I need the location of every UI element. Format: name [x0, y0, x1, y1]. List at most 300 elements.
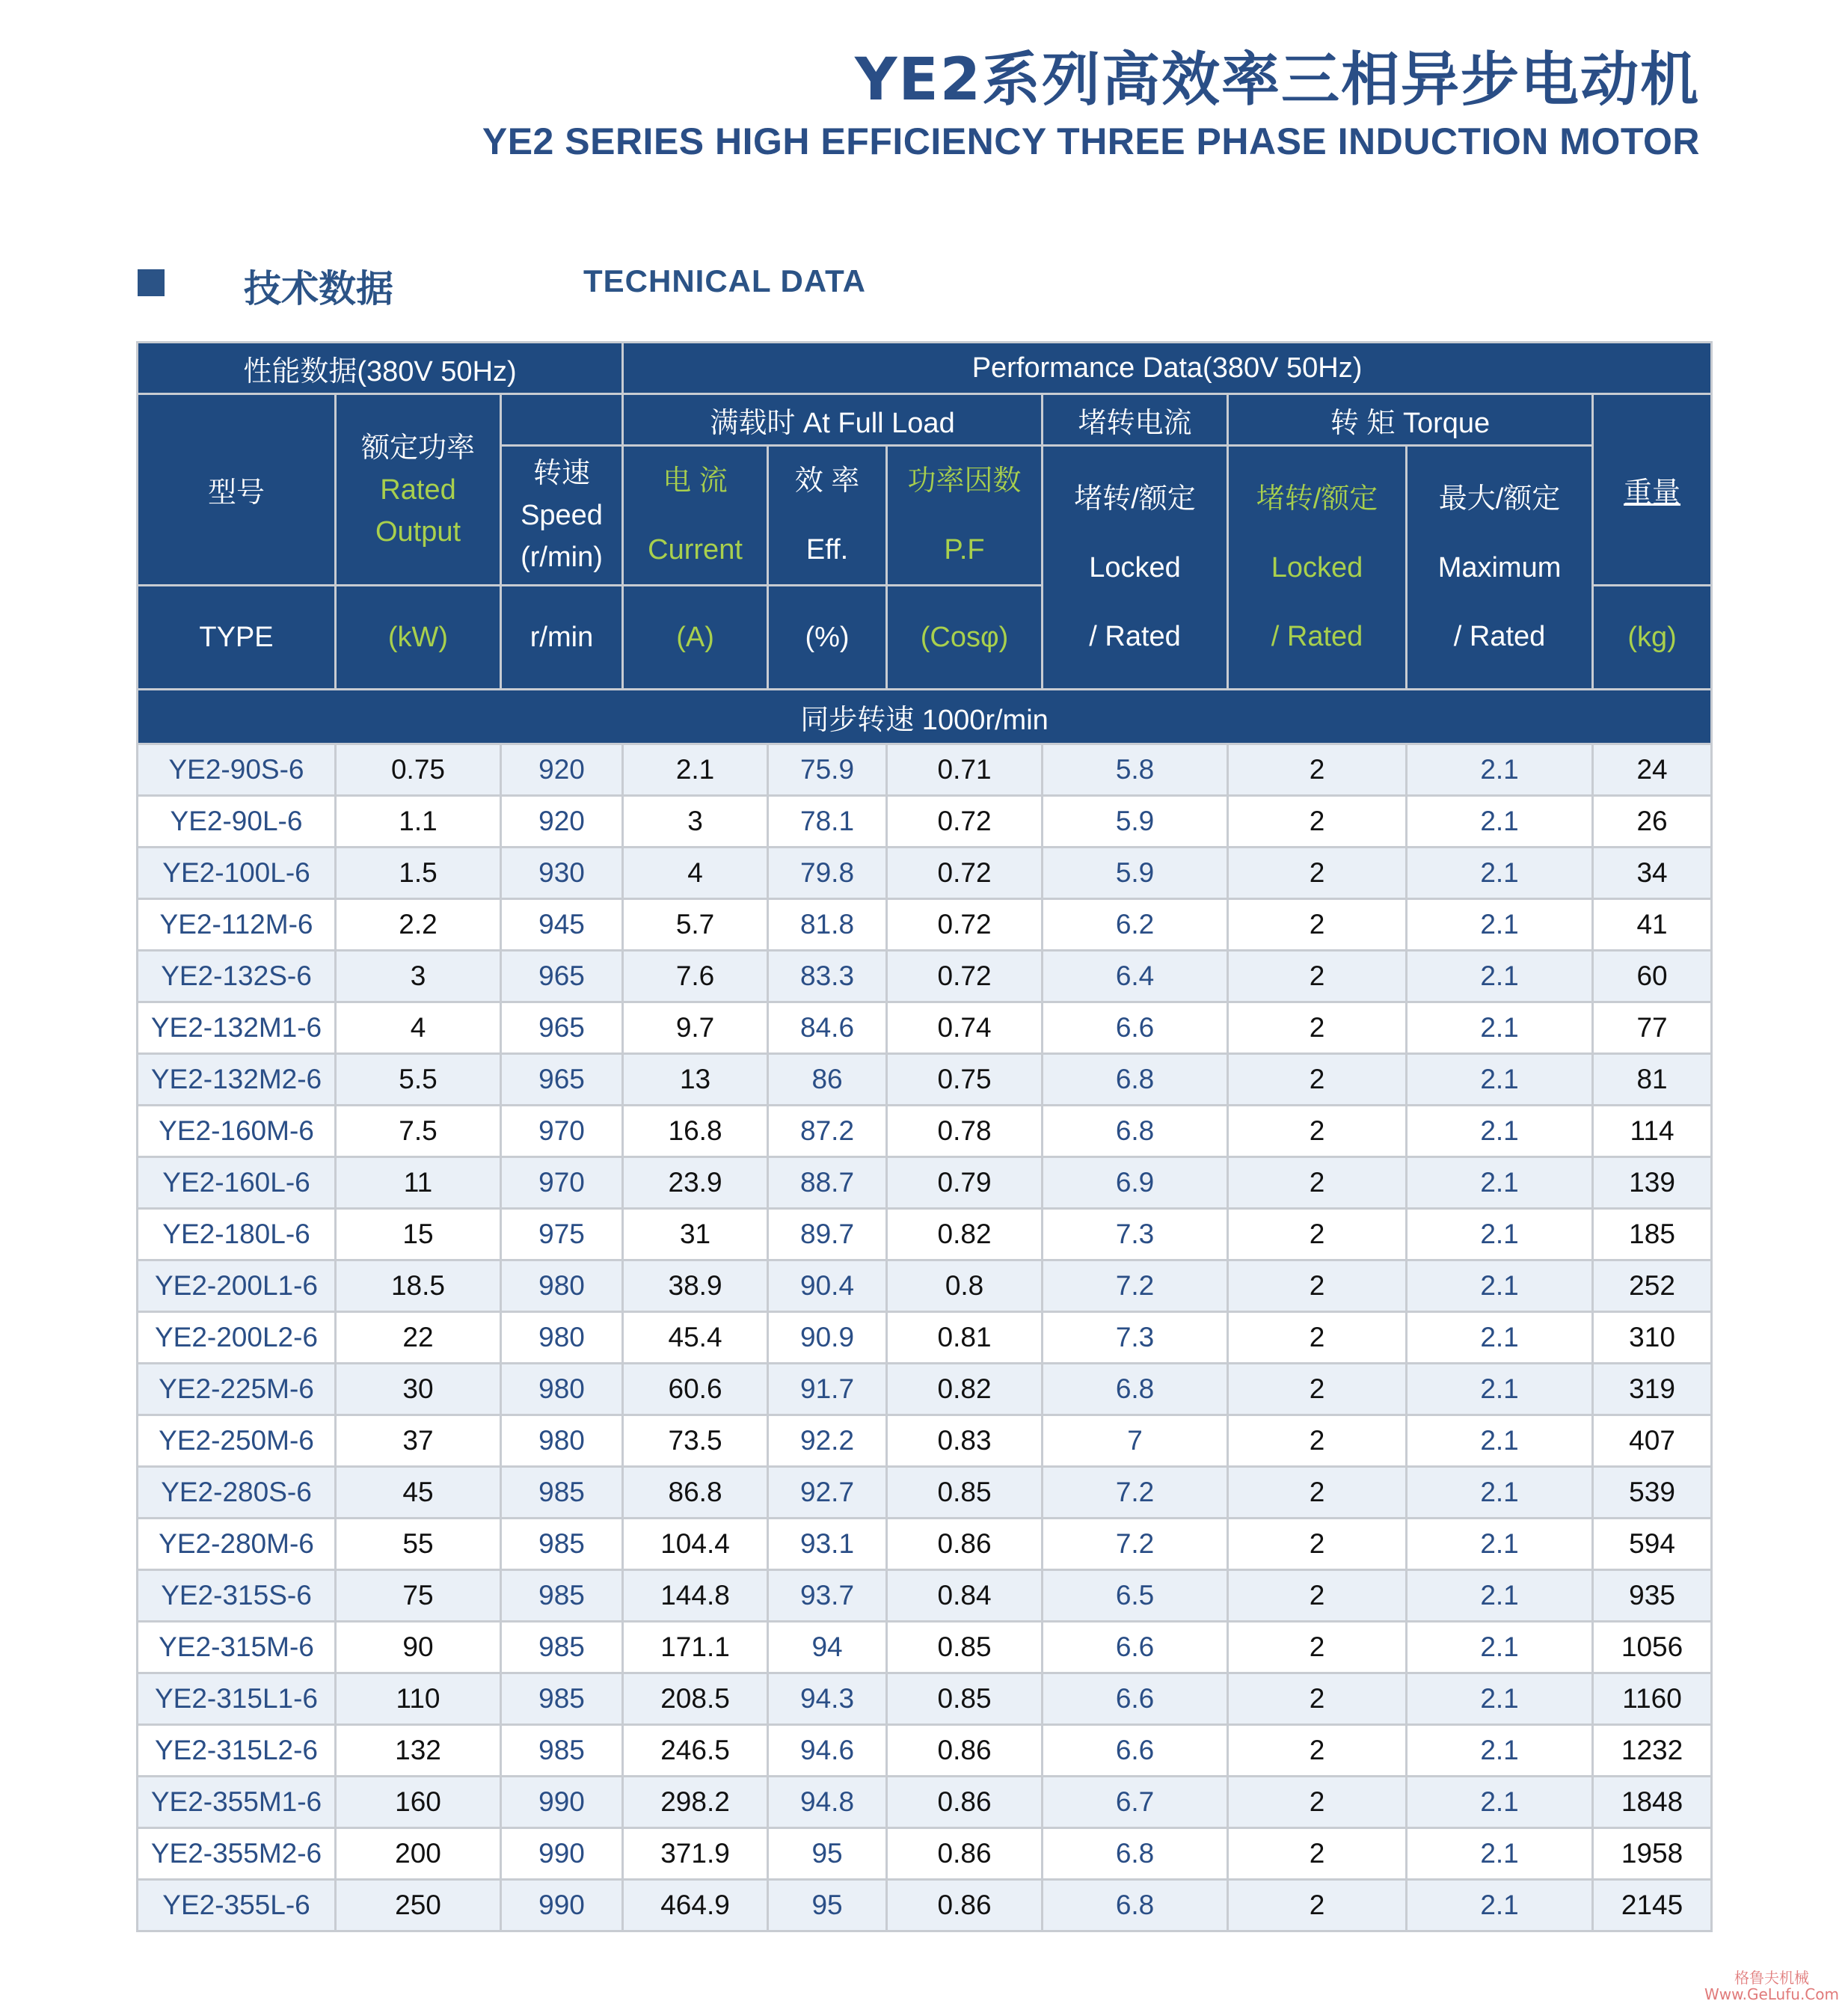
header-row-performance: [138, 343, 1712, 394]
weight-cell: 77: [1593, 1002, 1712, 1054]
locked-torque-ratio-cell: 2: [1228, 1570, 1407, 1622]
speed-cell: 985: [501, 1519, 623, 1570]
speed-unit: r/min: [501, 586, 623, 690]
weight-cell: 24: [1593, 744, 1712, 796]
power-factor-cell: 0.72: [887, 951, 1043, 1002]
weight-cn: 重量: [1624, 477, 1681, 509]
weight-cell: 1232: [1593, 1725, 1712, 1777]
output-unit: (kW): [336, 586, 501, 690]
locked-torque-ratio-cell: 2: [1228, 1054, 1407, 1106]
power-factor-cell: 0.71: [887, 744, 1043, 796]
power-factor-cell: 0.85: [887, 1622, 1043, 1673]
output-cell: 18.5: [336, 1260, 501, 1312]
locked-current-ratio-cell: 7.2: [1043, 1519, 1228, 1570]
table-row: [138, 1002, 1712, 1054]
speed-cell: 990: [501, 1828, 623, 1880]
current-cell: 5.7: [623, 899, 768, 951]
table-row: [138, 1106, 1712, 1157]
table-row: [138, 1312, 1712, 1364]
max-torque-ratio-cell: 2.1: [1407, 1002, 1593, 1054]
table-row: [138, 796, 1712, 848]
locked-torque-ratio-cell: 2: [1228, 1673, 1407, 1725]
efficiency-cell: 75.9: [768, 744, 887, 796]
max-torque-ratio-cell: 2.1: [1407, 744, 1593, 796]
locked-current-ratio-cell: 6.6: [1043, 1002, 1228, 1054]
power-factor-cell: 0.75: [887, 1054, 1043, 1106]
pf-unit: (Cosφ): [887, 586, 1043, 690]
speed-cell: 965: [501, 1054, 623, 1106]
locked-current-ratio-cell: 7.2: [1043, 1260, 1228, 1312]
efficiency-cell: 86: [768, 1054, 887, 1106]
max-torque-ratio-cell: 2.1: [1407, 1467, 1593, 1519]
lt-locked: Locked: [1271, 551, 1363, 583]
table-row: [138, 1777, 1712, 1828]
power-factor-cell: 0.86: [887, 1519, 1043, 1570]
power-factor-cell: 0.72: [887, 796, 1043, 848]
table-row: [138, 1157, 1712, 1209]
locked-torque-ratio-cell: 2: [1228, 1828, 1407, 1880]
efficiency-cell: 92.7: [768, 1467, 887, 1519]
efficiency-cell: 84.6: [768, 1002, 887, 1054]
speed-header: [501, 446, 623, 586]
speed-group-blank: [501, 394, 623, 446]
type-cell: YE2-280M-6: [138, 1519, 336, 1570]
output-cell: 4: [336, 1002, 501, 1054]
lc-rated: / Rated: [1089, 620, 1181, 652]
weight-cell: 252: [1593, 1260, 1712, 1312]
type-cell: YE2-200L1-6: [138, 1260, 336, 1312]
current-cell: 38.9: [623, 1260, 768, 1312]
output-cn: 额定功率: [360, 432, 475, 464]
weight-cell: 60: [1593, 951, 1712, 1002]
speed-cell: 980: [501, 1415, 623, 1467]
locked-current-ratio-cell: 7.3: [1043, 1209, 1228, 1260]
table-row: [138, 1260, 1712, 1312]
locked-torque-ratio-cell: 2: [1228, 1777, 1407, 1828]
efficiency-cell: 94.8: [768, 1777, 887, 1828]
locked-torque-ratio-cell: 2: [1228, 1622, 1407, 1673]
efficiency-cell: 94.6: [768, 1725, 887, 1777]
watermark: [1704, 1970, 1839, 2003]
speed-cell: 920: [501, 796, 623, 848]
table-row: [138, 1415, 1712, 1467]
power-factor-cell: 0.83: [887, 1415, 1043, 1467]
output-cell: 7.5: [336, 1106, 501, 1157]
lc-ratio-cn: 堵转/额定: [1074, 482, 1196, 515]
weight-cell: 319: [1593, 1364, 1712, 1415]
efficiency-cell: 92.2: [768, 1415, 887, 1467]
output-cell: 45: [336, 1467, 501, 1519]
type-cell: YE2-315S-6: [138, 1570, 336, 1622]
locked-current-ratio-cell: 6.8: [1043, 1054, 1228, 1106]
efficiency-cell: 88.7: [768, 1157, 887, 1209]
current-cell: 104.4: [623, 1519, 768, 1570]
power-factor-cell: 0.82: [887, 1209, 1043, 1260]
current-en: Current: [648, 534, 743, 566]
efficiency-cell: 93.7: [768, 1570, 887, 1622]
efficiency-cell: 78.1: [768, 796, 887, 848]
power-factor-cell: 0.79: [887, 1157, 1043, 1209]
locked-torque-ratio-cell: 2: [1228, 1106, 1407, 1157]
mt-ratio-cn: 最大/额定: [1438, 482, 1561, 515]
section-title-cn: 技术数据: [244, 267, 393, 310]
locked-current-ratio-cell: 6.9: [1043, 1157, 1228, 1209]
table-row: [138, 1880, 1712, 1931]
table-row: [138, 848, 1712, 899]
current-unit: (A): [623, 586, 768, 690]
output-cell: 110: [336, 1673, 501, 1725]
weight-cell: 185: [1593, 1209, 1712, 1260]
locked-torque-ratio-cell: 2: [1228, 744, 1407, 796]
speed-cell: 965: [501, 951, 623, 1002]
efficiency-cell: 79.8: [768, 848, 887, 899]
current-cell: 208.5: [623, 1673, 768, 1725]
power-factor-cell: 0.72: [887, 848, 1043, 899]
locked-current-ratio-cell: 5.9: [1043, 848, 1228, 899]
type-cell: YE2-90S-6: [138, 744, 336, 796]
output-cell: 11: [336, 1157, 501, 1209]
mt-max: Maximum: [1437, 551, 1562, 583]
perf-data-en: Performance Data(380V 50Hz): [623, 343, 1712, 394]
speed-cell: 985: [501, 1467, 623, 1519]
output-cell: 37: [336, 1415, 501, 1467]
max-torque-ratio-cell: 2.1: [1407, 951, 1593, 1002]
current-cell: 2.1: [623, 744, 768, 796]
type-cell: YE2-355L-6: [138, 1880, 336, 1931]
current-cell: 73.5: [623, 1415, 768, 1467]
output-cell: 1.5: [336, 848, 501, 899]
power-factor-cell: 0.86: [887, 1725, 1043, 1777]
efficiency-cell: 90.9: [768, 1312, 887, 1364]
current-cell: 13: [623, 1054, 768, 1106]
output-cell: 90: [336, 1622, 501, 1673]
efficiency-cell: 93.1: [768, 1519, 887, 1570]
weight-unit: (kg): [1593, 586, 1712, 690]
current-cell: 45.4: [623, 1312, 768, 1364]
speed-cell: 990: [501, 1777, 623, 1828]
output-cell: 30: [336, 1364, 501, 1415]
sync-speed-row: [138, 690, 1712, 744]
max-torque-ratio-cell: 2.1: [1407, 1880, 1593, 1931]
table-row: [138, 1570, 1712, 1622]
table-row: [138, 1054, 1712, 1106]
weight-cell: 41: [1593, 899, 1712, 951]
type-cell: YE2-280S-6: [138, 1467, 336, 1519]
table-row: [138, 1828, 1712, 1880]
locked-current-ratio-cell: 6.5: [1043, 1570, 1228, 1622]
weight-cell: 310: [1593, 1312, 1712, 1364]
speed-cell: 990: [501, 1880, 623, 1931]
current-cell: 60.6: [623, 1364, 768, 1415]
pf-cn: 功率因数: [907, 465, 1022, 497]
locked-current-ratio-cell: 6.8: [1043, 1880, 1228, 1931]
efficiency-cell: 89.7: [768, 1209, 887, 1260]
table-row: [138, 1673, 1712, 1725]
locked-current-ratio-cell: 6.8: [1043, 1364, 1228, 1415]
locked-current-ratio-cell: 6.7: [1043, 1777, 1228, 1828]
locked-torque-ratio-cell: 2: [1228, 1415, 1407, 1467]
output-en: Rated Output: [375, 474, 461, 548]
locked-torque-ratio-header: [1228, 446, 1407, 690]
section-bullet-icon: [138, 269, 165, 296]
power-factor-cell: 0.84: [887, 1570, 1043, 1622]
current-cell: 16.8: [623, 1106, 768, 1157]
max-torque-ratio-header: [1407, 446, 1593, 690]
current-cell: 7.6: [623, 951, 768, 1002]
type-header-en: TYPE: [138, 586, 336, 690]
mt-rated: / Rated: [1453, 620, 1546, 652]
locked-torque-ratio-cell: 2: [1228, 1260, 1407, 1312]
max-torque-ratio-cell: 2.1: [1407, 1519, 1593, 1570]
locked-current-ratio-cell: 6.4: [1043, 951, 1228, 1002]
current-cell: 371.9: [623, 1828, 768, 1880]
max-torque-ratio-cell: 2.1: [1407, 899, 1593, 951]
weight-cell: 81: [1593, 1054, 1712, 1106]
power-factor-cell: 0.86: [887, 1880, 1043, 1931]
type-cell: YE2-112M-6: [138, 899, 336, 951]
power-factor-cell: 0.85: [887, 1673, 1043, 1725]
lt-rated: / Rated: [1271, 620, 1363, 652]
locked-torque-ratio-cell: 2: [1228, 1157, 1407, 1209]
table-row: [138, 1364, 1712, 1415]
table-row: [138, 1467, 1712, 1519]
watermark-url: Www.GeLufu.Com: [1704, 1985, 1839, 2003]
max-torque-ratio-cell: 2.1: [1407, 1157, 1593, 1209]
type-cell: YE2-132M2-6: [138, 1054, 336, 1106]
speed-cell: 965: [501, 1002, 623, 1054]
sync-speed-label: 同步转速 1000r/min: [138, 690, 1712, 744]
weight-cell: 594: [1593, 1519, 1712, 1570]
speed-cell: 930: [501, 848, 623, 899]
weight-cell: 407: [1593, 1415, 1712, 1467]
locked-current-ratio-header: [1043, 446, 1228, 690]
speed-cell: 980: [501, 1364, 623, 1415]
power-factor-header: [887, 446, 1043, 586]
efficiency-cell: 94: [768, 1622, 887, 1673]
data-rows: [138, 744, 1712, 1931]
max-torque-ratio-cell: 2.1: [1407, 1725, 1593, 1777]
weight-cell: 1160: [1593, 1673, 1712, 1725]
locked-current-ratio-cell: 7.3: [1043, 1312, 1228, 1364]
pf-en: P.F: [944, 534, 985, 566]
type-cell: YE2-225M-6: [138, 1364, 336, 1415]
speed-cell: 970: [501, 1157, 623, 1209]
efficiency-cell: 90.4: [768, 1260, 887, 1312]
locked-current-ratio-cell: 6.6: [1043, 1673, 1228, 1725]
type-header-cn: 型号: [138, 394, 336, 586]
power-factor-cell: 0.86: [887, 1828, 1043, 1880]
section-title-en: TECHNICAL DATA: [583, 263, 866, 298]
power-factor-cell: 0.72: [887, 899, 1043, 951]
locked-torque-ratio-cell: 2: [1228, 1725, 1407, 1777]
output-cell: 15: [336, 1209, 501, 1260]
speed-cell: 985: [501, 1570, 623, 1622]
current-cn: 电 流: [663, 465, 728, 497]
power-factor-cell: 0.86: [887, 1777, 1043, 1828]
efficiency-header: [768, 446, 887, 586]
header-row-groups: [138, 394, 1712, 446]
weight-cell: 34: [1593, 848, 1712, 899]
max-torque-ratio-cell: 2.1: [1407, 1209, 1593, 1260]
max-torque-ratio-cell: 2.1: [1407, 1673, 1593, 1725]
weight-cell: 1958: [1593, 1828, 1712, 1880]
current-header: [623, 446, 768, 586]
max-torque-ratio-cell: 2.1: [1407, 1260, 1593, 1312]
speed-cell: 980: [501, 1312, 623, 1364]
max-torque-ratio-cell: 2.1: [1407, 796, 1593, 848]
output-cell: 132: [336, 1725, 501, 1777]
locked-torque-ratio-cell: 2: [1228, 899, 1407, 951]
type-cell: YE2-355M2-6: [138, 1828, 336, 1880]
table-row: [138, 899, 1712, 951]
technical-data-table: [136, 341, 1713, 1932]
perf-data-cn: 性能数据(380V 50Hz): [138, 343, 623, 394]
locked-current-ratio-cell: 6.8: [1043, 1106, 1228, 1157]
max-torque-ratio-cell: 2.1: [1407, 1622, 1593, 1673]
efficiency-cell: 87.2: [768, 1106, 887, 1157]
type-cell: YE2-200L2-6: [138, 1312, 336, 1364]
eff-cn: 效 率: [794, 465, 860, 497]
watermark-cn: 格鲁夫机械: [1734, 1969, 1809, 1987]
power-factor-cell: 0.81: [887, 1312, 1043, 1364]
locked-torque-ratio-cell: 2: [1228, 1880, 1407, 1931]
table-row: [138, 1725, 1712, 1777]
locked-current-ratio-cell: 5.9: [1043, 796, 1228, 848]
output-cell: 2.2: [336, 899, 501, 951]
type-cell: YE2-160M-6: [138, 1106, 336, 1157]
type-cell: YE2-315L1-6: [138, 1673, 336, 1725]
locked-torque-ratio-cell: 2: [1228, 1002, 1407, 1054]
current-cell: 86.8: [623, 1467, 768, 1519]
locked-current-header-cn: 堵转电流: [1043, 394, 1228, 446]
weight-cell: 539: [1593, 1467, 1712, 1519]
locked-torque-ratio-cell: 2: [1228, 848, 1407, 899]
locked-torque-ratio-cell: 2: [1228, 1519, 1407, 1570]
efficiency-cell: 94.3: [768, 1673, 887, 1725]
current-cell: 9.7: [623, 1002, 768, 1054]
locked-current-ratio-cell: 6.8: [1043, 1828, 1228, 1880]
speed-cell: 945: [501, 899, 623, 951]
full-load-header: 满载时 At Full Load: [623, 394, 1043, 446]
current-cell: 31: [623, 1209, 768, 1260]
power-factor-cell: 0.74: [887, 1002, 1043, 1054]
efficiency-cell: 83.3: [768, 951, 887, 1002]
max-torque-ratio-cell: 2.1: [1407, 1777, 1593, 1828]
eff-en: Eff.: [805, 534, 849, 566]
weight-cell: 1056: [1593, 1622, 1712, 1673]
lc-locked: Locked: [1089, 551, 1181, 583]
efficiency-cell: 91.7: [768, 1364, 887, 1415]
output-cell: 22: [336, 1312, 501, 1364]
page-title-cn: YE2系列高效率三相异步电动机: [854, 46, 1700, 114]
efficiency-cell: 95: [768, 1880, 887, 1931]
type-cell: YE2-355M1-6: [138, 1777, 336, 1828]
lt-ratio-cn: 堵转/额定: [1256, 482, 1378, 515]
locked-current-ratio-cell: 7.2: [1043, 1467, 1228, 1519]
eff-unit: (%): [768, 586, 887, 690]
output-cell: 200: [336, 1828, 501, 1880]
type-cell: YE2-315L2-6: [138, 1725, 336, 1777]
table-row: [138, 951, 1712, 1002]
output-cell: 3: [336, 951, 501, 1002]
max-torque-ratio-cell: 2.1: [1407, 1570, 1593, 1622]
locked-current-ratio-cell: 5.8: [1043, 744, 1228, 796]
type-cell: YE2-250M-6: [138, 1415, 336, 1467]
table-row: [138, 744, 1712, 796]
table-row: [138, 1519, 1712, 1570]
torque-header: 转 矩 Torque: [1228, 394, 1593, 446]
output-cell: 250: [336, 1880, 501, 1931]
locked-torque-ratio-cell: 2: [1228, 1364, 1407, 1415]
type-cell: YE2-90L-6: [138, 796, 336, 848]
max-torque-ratio-cell: 2.1: [1407, 1106, 1593, 1157]
power-factor-cell: 0.85: [887, 1467, 1043, 1519]
current-cell: 464.9: [623, 1880, 768, 1931]
weight-header-cn: [1593, 394, 1712, 586]
table-row: [138, 1622, 1712, 1673]
power-factor-cell: 0.82: [887, 1364, 1043, 1415]
output-cell: 55: [336, 1519, 501, 1570]
locked-current-ratio-cell: 7: [1043, 1415, 1228, 1467]
locked-current-ratio-cell: 6.6: [1043, 1622, 1228, 1673]
output-cell: 160: [336, 1777, 501, 1828]
current-cell: 171.1: [623, 1622, 768, 1673]
power-factor-cell: 0.78: [887, 1106, 1043, 1157]
output-cell: 0.75: [336, 744, 501, 796]
type-cell: YE2-180L-6: [138, 1209, 336, 1260]
type-cell: YE2-132S-6: [138, 951, 336, 1002]
max-torque-ratio-cell: 2.1: [1407, 1828, 1593, 1880]
weight-cell: 139: [1593, 1157, 1712, 1209]
weight-cell: 114: [1593, 1106, 1712, 1157]
max-torque-ratio-cell: 2.1: [1407, 1054, 1593, 1106]
locked-current-ratio-cell: 6.2: [1043, 899, 1228, 951]
output-cell: 5.5: [336, 1054, 501, 1106]
output-cell: 75: [336, 1570, 501, 1622]
locked-torque-ratio-cell: 2: [1228, 796, 1407, 848]
speed-cell: 920: [501, 744, 623, 796]
speed-cn: 转速: [533, 458, 591, 489]
page-title-en: YE2 SERIES HIGH EFFICIENCY THREE PHASE INDUCTION MOTOR: [482, 120, 1700, 162]
max-torque-ratio-cell: 2.1: [1407, 1312, 1593, 1364]
weight-cell: 935: [1593, 1570, 1712, 1622]
type-cell: YE2-132M1-6: [138, 1002, 336, 1054]
power-factor-cell: 0.8: [887, 1260, 1043, 1312]
locked-torque-ratio-cell: 2: [1228, 951, 1407, 1002]
locked-torque-ratio-cell: 2: [1228, 1209, 1407, 1260]
locked-torque-ratio-cell: 2: [1228, 1312, 1407, 1364]
table-row: [138, 1209, 1712, 1260]
weight-cell: 2145: [1593, 1880, 1712, 1931]
max-torque-ratio-cell: 2.1: [1407, 1364, 1593, 1415]
current-cell: 246.5: [623, 1725, 768, 1777]
type-cell: YE2-315M-6: [138, 1622, 336, 1673]
max-torque-ratio-cell: 2.1: [1407, 1415, 1593, 1467]
current-cell: 23.9: [623, 1157, 768, 1209]
rated-output-header: [336, 394, 501, 586]
efficiency-cell: 95: [768, 1828, 887, 1880]
output-cell: 1.1: [336, 796, 501, 848]
speed-cell: 970: [501, 1106, 623, 1157]
current-cell: 298.2: [623, 1777, 768, 1828]
weight-cell: 26: [1593, 796, 1712, 848]
current-cell: 144.8: [623, 1570, 768, 1622]
current-cell: 4: [623, 848, 768, 899]
locked-current-ratio-cell: 6.6: [1043, 1725, 1228, 1777]
speed-en: Speed (r/min): [521, 500, 603, 573]
speed-cell: 980: [501, 1260, 623, 1312]
speed-cell: 985: [501, 1725, 623, 1777]
